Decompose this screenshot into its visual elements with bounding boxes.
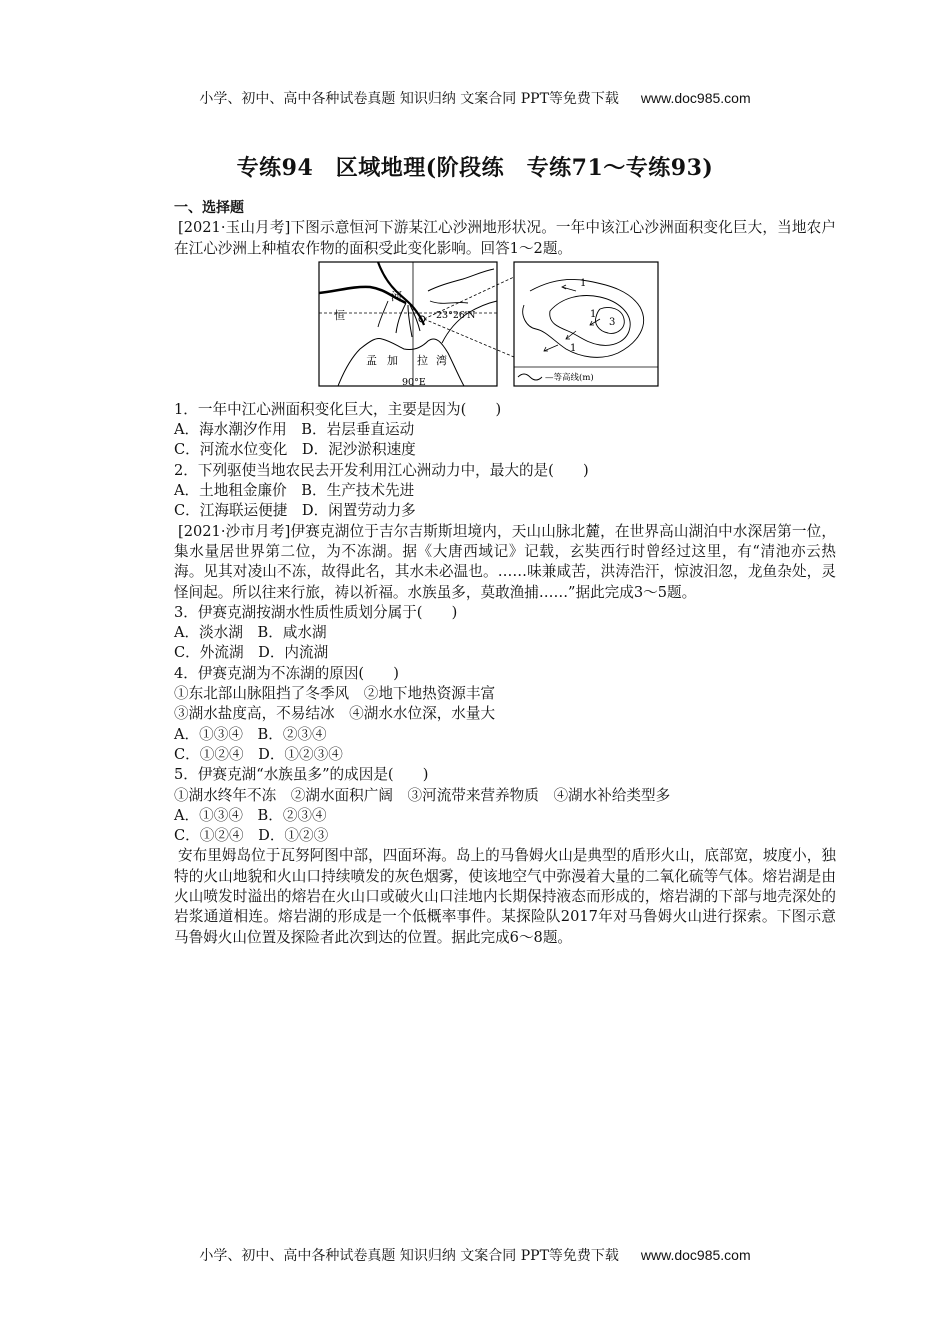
- east-river: [428, 269, 494, 291]
- document-body: [174, 198, 836, 948]
- longitude-label: 90°E: [402, 376, 426, 388]
- section-heading: 一、选择题: [174, 200, 244, 216]
- question-5-stem: 5．伊赛克湖“水族虽多”的成因是( ): [174, 766, 429, 784]
- question-1-stem: 1．一年中江心洲面积变化巨大，主要是因为( ): [174, 400, 502, 418]
- page-title: 专练94 区域地理(阶段练 专练71～专练93): [236, 155, 714, 181]
- map-label-wan: 湾: [436, 353, 447, 367]
- question-2-options-ab: A．土地租金廉价 B．生产技术先进: [174, 482, 415, 500]
- question-1-options-ab: A．海水潮汐作用 B．岩层垂直运动: [174, 421, 415, 439]
- passage-2: [2021·沙市月考]伊赛克湖位于吉尔吉斯斯坦境内，天山山脉北麓，在世界高山湖泊中水深居第一位，集水量居世界第二位，为不冻湖。据《大唐西域记》记载，玄奘西行时曾经过这里，有“清池亦云热海。见其对凌山不冻，故得此名，其水未必温也。……味兼咸苦，洪涛浩汗，惊波汨忽，龙鱼杂处，灵怪间起。所以往来行旅，祷以祈福。水族虽多，莫敢渔捕……”据此完成3～5题。: [174, 522, 836, 601]
- legend-symbol: [518, 374, 542, 380]
- flow-arrow-4: [544, 345, 558, 351]
- question-4-line-4: C．①②④ D．①②③④: [174, 745, 343, 763]
- question-4-line-1: ①东北部山脉阻挡了冬季风 ②地下地热资源丰富: [174, 685, 496, 703]
- left-map-frame: [319, 262, 497, 386]
- question-5-line-1: ①湖水终年不冻 ②湖水面积广阔 ③河流带来营养物质 ④湖水补给类型多: [174, 786, 671, 804]
- question-3-line-2: C．外流湖 D．内流湖: [174, 644, 329, 662]
- delta-branch-4: [378, 301, 388, 327]
- footer-site[interactable]: www.doc985.com: [640, 1247, 751, 1263]
- projection-line-bottom: [424, 319, 514, 357]
- question-1-options-cd: C．河流水位变化 D．泥沙淤积速度: [174, 441, 416, 459]
- header-text: 小学、初中、高中各种试卷真题 知识归纳 文案合同 PPT等免费下载: [199, 91, 619, 107]
- header-site[interactable]: www.doc985.com: [640, 90, 751, 106]
- question-4-line-2: ③湖水盐度高，不易结冰 ④湖水水位深，水量大: [174, 705, 496, 723]
- legend-label: —等高线(m): [545, 372, 594, 383]
- question-2-options-cd: C．江海联运便捷 D．闲置劳动力多: [174, 502, 416, 520]
- question-3-stem: 3．伊赛克湖按湖水性质性质划分属于( ): [174, 603, 458, 621]
- delta-branch-2: [408, 305, 412, 337]
- flow-arrow-1: [562, 287, 576, 291]
- contour-2: [550, 295, 630, 345]
- footer-text: 小学、初中、高中各种试卷真题 知识归纳 文案合同 PPT等免费下载: [199, 1248, 619, 1264]
- map-figure-svg: [318, 261, 660, 391]
- contour-label-3: 3: [609, 316, 616, 328]
- latitude-label: 23°26′N: [436, 309, 476, 321]
- map-label-la: 拉: [417, 353, 428, 367]
- contour-label-1b: 1: [590, 308, 597, 320]
- question-3-line-1: A．淡水湖 B．咸水湖: [174, 624, 327, 642]
- contour-1: [523, 279, 644, 357]
- contour-label-1a: 1: [580, 277, 587, 289]
- question-5-line-3: C．①②④ D．①②③: [174, 827, 329, 845]
- delta-branch-1: [396, 303, 406, 333]
- question-5-line-2: A．①③④ B．②③④: [174, 806, 327, 824]
- figure-map: [174, 261, 836, 395]
- question-2-stem: 2．下列驱使当地农民去开发利用江心洲动力中，最大的是( ): [174, 461, 589, 479]
- passage-3: 安布里姆岛位于瓦努阿图中部，四面环海。岛上的马鲁姆火山是典型的盾形火山，底部宽，坡度小，独特的火山地貌和火山口持续喷发的灰色烟雾，使该地空气中弥漫着大量的二氧化硫等气体。熔岩湖是由火山喷发时溢出的熔岩在火山口或破火山口洼地内长期保持液态而形成的，熔岩湖的下部与地壳深处的岩浆通道相连。熔岩湖的形成是一个低概率事件。某探险队2017年对马鲁姆火山进行探索。下图示意马鲁姆火山位置及探险者此次到达的位置。据此完成6～8题。: [174, 847, 836, 946]
- map-label-meng: 孟: [366, 353, 377, 367]
- map-label-he: 河: [391, 289, 402, 303]
- question-4-stem: 4．伊赛克湖为不冻湖的原因( ): [174, 664, 399, 682]
- contour-label-1c: 1: [570, 342, 577, 354]
- page-header: [0, 88, 950, 108]
- page-footer: [0, 1245, 950, 1265]
- map-label-heng: 恒: [334, 308, 345, 322]
- question-4-line-3: A．①③④ B．②③④: [174, 725, 327, 743]
- coastline-east: [442, 301, 497, 343]
- map-label-jia: 加: [387, 353, 398, 367]
- passage-1: [2021·玉山月考]下图示意恒河下游某江心沙洲地形状况。一年中该江心沙洲面积变化巨大，当地农户在江心沙洲上种植农作物的面积受此变化影响。回答1～2题。: [174, 219, 836, 257]
